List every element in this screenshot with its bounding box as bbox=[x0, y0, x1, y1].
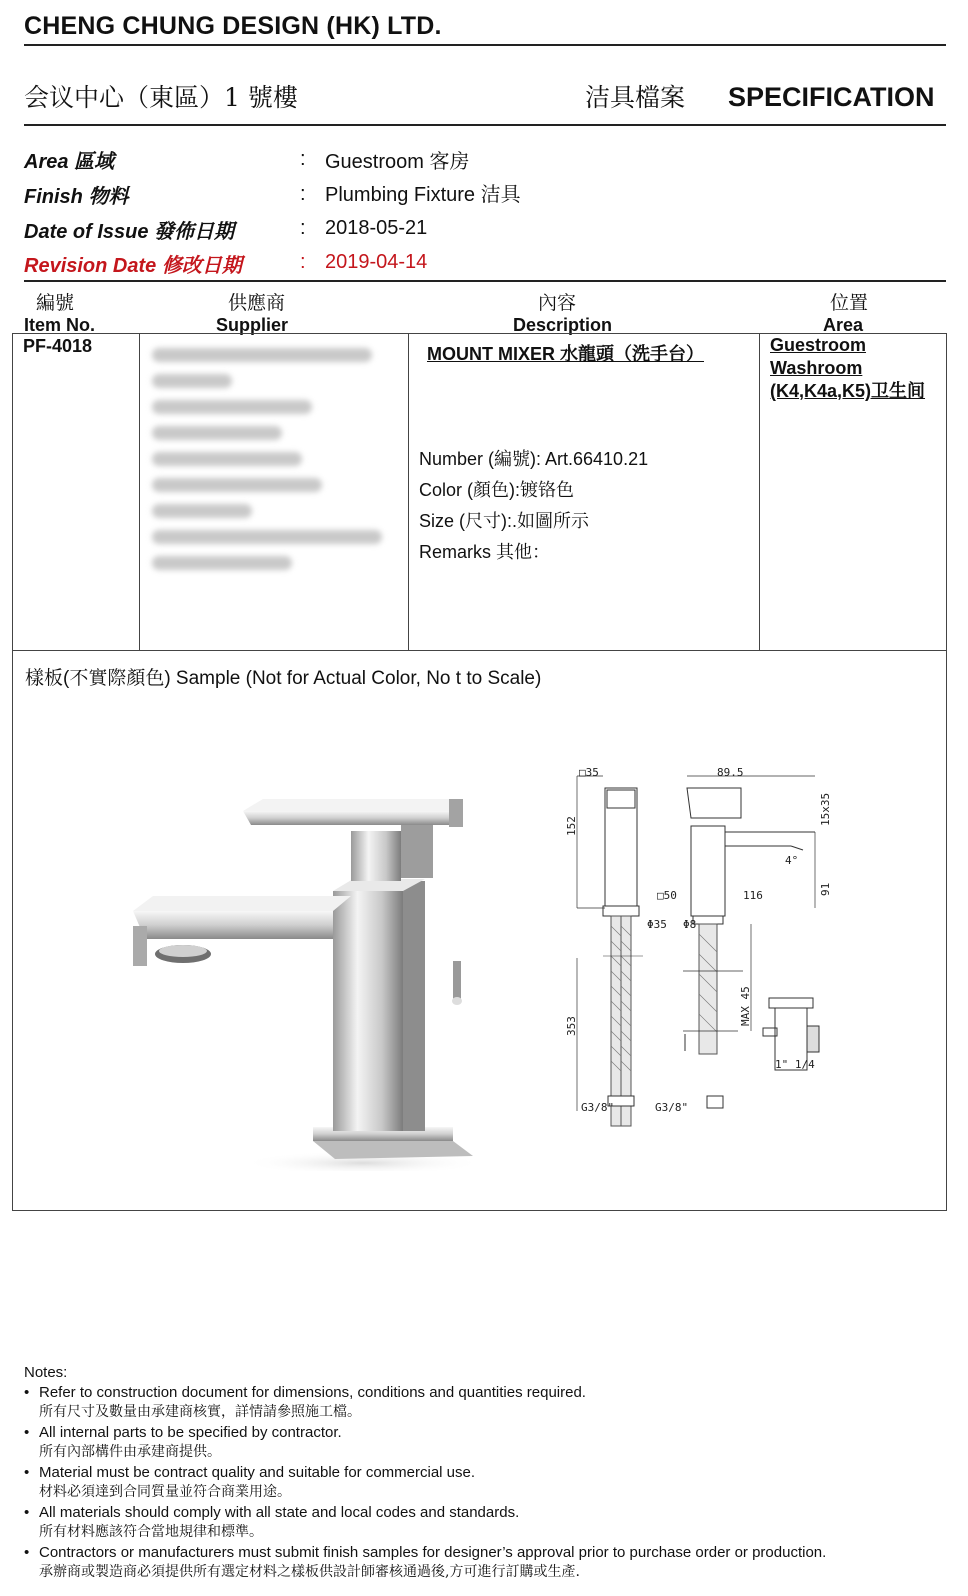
note-1-cn: 所有尺寸及數量由承建商核實，詳情請參照施工檔。 bbox=[39, 1403, 361, 1420]
label-height-91: 91 bbox=[819, 882, 832, 896]
revision-date-colon: : bbox=[300, 251, 306, 273]
label-height-152: 152 bbox=[565, 816, 578, 836]
label-section-15x35: 15x35 bbox=[819, 792, 832, 826]
notes-section bbox=[24, 1364, 944, 1583]
issue-date-label: Date of Issue 發佈日期 bbox=[24, 221, 235, 243]
label-square-35: □35 bbox=[579, 766, 599, 779]
finish-colon: : bbox=[300, 183, 306, 205]
header-rule bbox=[24, 44, 946, 46]
label-diameter-8: Φ8 bbox=[683, 918, 697, 931]
label-width-116: 116 bbox=[743, 889, 763, 902]
company-name: CHENG CHUNG DESIGN (HK) LTD. bbox=[24, 12, 442, 40]
note-3-en: • Material must be contract quality and suitable for commercial use. bbox=[24, 1463, 944, 1483]
area-label: Area 區域 bbox=[24, 151, 115, 173]
area-cell bbox=[760, 334, 947, 651]
spec-table bbox=[12, 333, 947, 1211]
label-angle-4: 4° bbox=[785, 854, 799, 867]
supplier-cell bbox=[140, 334, 409, 651]
note-2-cn: 所有內部構件由承建商提供。 bbox=[39, 1443, 221, 1460]
note-4-en: • All materials should comply with all state and local codes and standards. bbox=[24, 1503, 944, 1523]
note-4-cn: 所有材料應該符合當地規律和標準。 bbox=[39, 1523, 263, 1540]
header-supplier-en: Supplier bbox=[216, 315, 289, 335]
header-area-cn: 位置 bbox=[830, 292, 869, 314]
header-area-en: Area bbox=[823, 315, 864, 335]
issue-date-value: 2018-05-21 bbox=[325, 217, 428, 239]
header-item-no-cn: 編號 bbox=[36, 292, 75, 314]
issue-date-colon: : bbox=[300, 217, 306, 239]
description-number: Number (編號): Art.66410.21 bbox=[419, 449, 649, 469]
finish-value: Plumbing Fixture 洁具 bbox=[325, 184, 521, 206]
drawing-labels bbox=[563, 766, 853, 1136]
label-thread-1-1-4: 1" 1/4 bbox=[775, 1058, 815, 1071]
label-diameter-35: Φ35 bbox=[647, 918, 667, 931]
note-5-en: • Contractors or manufacturers must submit finish samples for designer’s approval prior to purchase order or production. bbox=[24, 1543, 944, 1563]
label-max-45: MAX 45 bbox=[739, 986, 752, 1026]
header-description-cn: 內容 bbox=[538, 292, 577, 314]
title-rule bbox=[24, 124, 946, 126]
project-name: 会议中心（東區）1 號樓 bbox=[24, 83, 298, 112]
description-remarks: Remarks 其他： bbox=[419, 542, 551, 562]
note-3-cn: 材料必須達到合同質量並符合商業用途。 bbox=[39, 1483, 291, 1500]
sample-cell bbox=[13, 651, 947, 1211]
note-1-en: • Refer to construction document for dimensions, conditions and quantities required. bbox=[24, 1383, 944, 1403]
header-supplier-cn: 供應商 bbox=[228, 292, 286, 314]
description-size: Size (尺寸):.如圖所示 bbox=[419, 511, 590, 531]
document-type: 洁具檔案 bbox=[585, 83, 686, 112]
finish-label: Finish 物料 bbox=[24, 186, 129, 208]
item-no: PF-4018 bbox=[23, 336, 93, 356]
description-title: MOUNT MIXER 水龍頭（洗手台） bbox=[427, 344, 704, 364]
label-height-353: 353 bbox=[565, 1016, 578, 1036]
sample-caption: 樣板(不實際顏色) Sample (Not for Actual Color, No t to Scale) bbox=[25, 668, 542, 689]
area-location: Guestroom Washroom (K4,K4a,K5)卫生间 bbox=[770, 335, 926, 401]
area-value: Guestroom 客房 bbox=[325, 151, 470, 173]
header-description-en: Description bbox=[513, 315, 613, 335]
note-5-cn: 承辦商或製造商必須提供所有選定材料之樣板供設計師審核通過後,方可進行訂購或生產. bbox=[39, 1563, 580, 1580]
item-no-cell bbox=[13, 334, 140, 651]
description-cell bbox=[409, 334, 760, 651]
note-2-en: • All internal parts to be specified by contractor. bbox=[24, 1423, 944, 1443]
label-g38-right: G3/8" bbox=[655, 1101, 689, 1114]
label-square-50: □50 bbox=[657, 889, 677, 902]
meta-rule bbox=[24, 280, 946, 282]
label-g38-left: G3/8" bbox=[581, 1101, 615, 1114]
description-color: Color (顏色):镀铬色 bbox=[419, 480, 575, 500]
faucet-product-image bbox=[123, 771, 503, 1171]
area-colon: : bbox=[300, 148, 306, 170]
specification-label: SPECIFICATION bbox=[728, 82, 935, 112]
supplier-redacted bbox=[140, 334, 408, 570]
label-width-89-5: 89.5 bbox=[717, 766, 744, 779]
revision-date-value: 2019-04-14 bbox=[325, 251, 428, 273]
header-item-no-en: Item No. bbox=[24, 315, 96, 335]
notes-heading: Notes: bbox=[24, 1364, 68, 1381]
revision-date-label: Revision Date 修改日期 bbox=[24, 255, 242, 277]
